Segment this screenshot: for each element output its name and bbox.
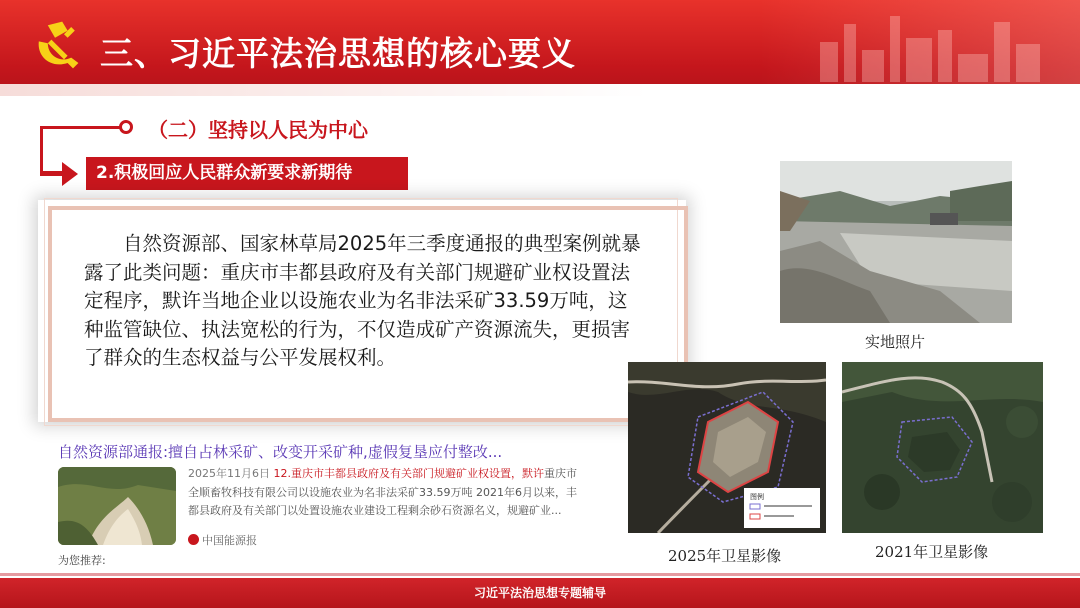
satellite-2021-caption: 2021年卫星影像 — [875, 543, 989, 561]
satellite-2025-image — [628, 362, 826, 533]
footer-divider — [0, 573, 1080, 576]
news-headline-link[interactable]: 自然资源部通报:擅自占林采矿、改变开采矿种,虚假复垦应付整改... — [58, 443, 503, 461]
section-connector-line — [40, 126, 122, 129]
city-skyline-decoration — [760, 0, 1080, 96]
news-summary — [188, 465, 578, 521]
source-logo-icon — [188, 534, 199, 545]
news-source-label: 中国能源报 — [202, 534, 257, 547]
news-source[interactable] — [188, 532, 257, 548]
case-description: 自然资源部、国家林草局2025年三季度通报的典型案例就暴露了此类问题：重庆市丰都县政府及有关部门规避矿业权设置法定程序，默许当地企业以设施农业为名非法采矿33.59万吨，这种监管缺位、执法宽松的行为，不仅造成矿产资源流失，更损害了群众的生态权益与公平发展权利。 — [84, 232, 641, 369]
legend-title: 图例 — [750, 493, 764, 501]
section-connector-vertical — [40, 126, 43, 174]
arrow-shaft — [40, 171, 64, 176]
party-emblem-icon — [28, 18, 82, 72]
news-text: 重庆市全顺畜牧科技有限公司以设施农业为名非法采矿33.59万吨 2021年6月以来，丰都县政府及有关部门以处置设施农业建设工程剩余砂石资源名义，规避矿业... — [188, 467, 577, 517]
section-bullet-icon — [119, 120, 133, 134]
header-divider — [0, 84, 1080, 96]
section-title: （二）坚持以人民为中心 — [148, 118, 368, 142]
arrow-right-icon — [62, 162, 78, 186]
news-thumbnail[interactable] — [58, 467, 176, 545]
site-photo-caption: 实地照片 — [865, 333, 926, 351]
satellite-2025-caption: 2025年卫星影像 — [668, 547, 782, 565]
news-date: 2025年11月6日 — [188, 467, 270, 480]
header-band — [0, 0, 1080, 96]
recommend-label: 为您推荐: — [58, 554, 106, 567]
site-photo — [780, 161, 1012, 323]
news-highlight: 12.重庆市丰都县政府及有关部门规避矿业权设置，默许 — [273, 467, 544, 480]
page-title: 三、习近平法治思想的核心要义 — [100, 34, 576, 73]
satellite-2021-image — [842, 362, 1043, 533]
footer-text: 习近平法治思想专题辅导 — [473, 586, 606, 600]
subsection-title: 2.积极回应人民群众新要求新期待 — [86, 157, 408, 190]
